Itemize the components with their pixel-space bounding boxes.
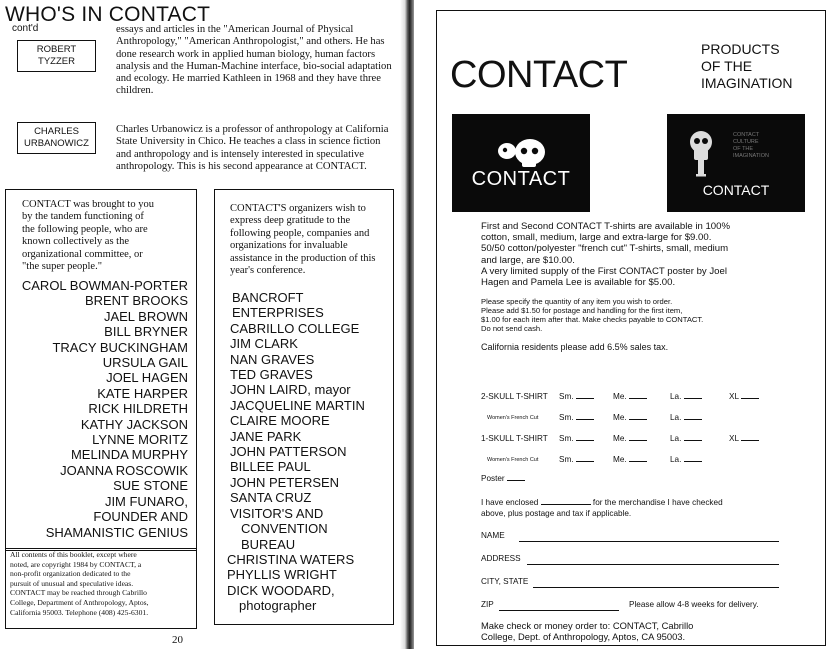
enclosed-label: I have enclosed bbox=[481, 498, 539, 507]
copyright-notice bbox=[5, 548, 197, 629]
intro-line: CONTACT was brought to you bbox=[22, 199, 154, 210]
desc-line: 50/50 cotton/polyester "french cut" T-shirts, small, medium bbox=[481, 243, 729, 255]
order-row bbox=[481, 434, 821, 455]
payment-footer bbox=[481, 620, 693, 642]
page-number: 20 bbox=[172, 634, 183, 646]
thanks-entry: JACQUELINE MARTIN bbox=[230, 397, 365, 413]
intro-line: CONTACT'S organizers wish to bbox=[230, 203, 366, 214]
committee-member: BILL BRYNER bbox=[104, 324, 188, 340]
copyright-line: noted, are copyright 1984 by CONTACT, a bbox=[10, 559, 142, 569]
page-subtitle: cont'd bbox=[12, 23, 39, 34]
thanks-entry: TED GRAVES bbox=[230, 367, 313, 383]
shirt-label: CONTACT bbox=[702, 182, 770, 198]
bio-line: and anthropology and is intensely interested in speculative bbox=[116, 148, 365, 160]
thanks-list bbox=[227, 290, 391, 614]
committee-member: MELINDA MURPHY bbox=[70, 447, 188, 463]
footer-line: Make check or money order to: CONTACT, Cabrillo bbox=[481, 620, 694, 631]
one-skull-shirt-image bbox=[667, 114, 805, 212]
thanks-entry: CHRISTINA WATERS bbox=[227, 551, 355, 567]
thanks-entry: CLAIRE MOORE bbox=[230, 413, 330, 429]
size-field[interactable]: XL bbox=[729, 392, 759, 401]
enclosed-line: above, plus postage and tax if applicable. bbox=[481, 509, 632, 518]
thanks-entry: CONVENTION bbox=[241, 521, 328, 537]
two-skull-graphic bbox=[452, 114, 590, 212]
city-state-field[interactable] bbox=[481, 577, 811, 586]
copyright-line: non-profit organization dedicated to the bbox=[10, 569, 131, 579]
tagline-line: IMAGINATION bbox=[701, 75, 793, 91]
address-label: ADDRESS bbox=[481, 554, 521, 563]
intro-line: organizations for invaluable bbox=[230, 240, 348, 252]
committee-member: SHAMANISTIC GENIUS bbox=[45, 524, 188, 540]
copyright-line: California 95003. Telephone (408) 425-6301. bbox=[10, 607, 149, 617]
item-label: Women's French Cut bbox=[487, 415, 539, 421]
thanks-entry: JANE PARK bbox=[230, 428, 302, 444]
delivery-note: Please allow 4-8 weeks for delivery. bbox=[629, 600, 759, 609]
amount-field[interactable] bbox=[541, 504, 591, 505]
ordering-instructions bbox=[481, 297, 821, 333]
intro-line: the following people, who are bbox=[22, 223, 148, 235]
bio-line: anthropology. This is his second appearance at CONTACT. bbox=[116, 160, 367, 172]
two-skull-shirt-image bbox=[452, 114, 590, 212]
fine-line: OF THE bbox=[733, 146, 754, 152]
bio-line: essays and articles in the "American Journal of Physical bbox=[116, 24, 354, 35]
bio-line: State University in Chico. He teaches a class in science fiction bbox=[116, 136, 381, 148]
thanks-entry: CABRILLO COLLEGE bbox=[230, 320, 360, 336]
copyright-line: pursuit of unusual and speculative ideas. bbox=[10, 578, 134, 588]
zip-field[interactable] bbox=[481, 600, 811, 609]
copyright-line: College, Department of Anthropology, Aptos, bbox=[10, 597, 149, 607]
product-description bbox=[481, 221, 821, 288]
committee-member: LYNNE MORITZ bbox=[92, 432, 188, 448]
footer-line: College, Dept. of Anthropology, Aptos, CA 95003. bbox=[481, 631, 686, 642]
thanks-entry: JOHN LAIRD, mayor bbox=[230, 382, 351, 398]
thanks-entry: VISITOR'S AND bbox=[230, 505, 324, 521]
intro-line: by the tandem functioning of bbox=[22, 211, 144, 223]
name-line: CHARLES bbox=[34, 126, 79, 137]
committee-member: BRENT BROOKS bbox=[84, 293, 188, 309]
committee-member: SUE STONE bbox=[113, 478, 188, 494]
zip-label: ZIP bbox=[481, 600, 494, 609]
committee-member: JIM FUNARO, bbox=[104, 493, 188, 509]
fine-line: CULTURE bbox=[733, 139, 759, 145]
size-field[interactable]: Me. bbox=[613, 455, 647, 464]
committee-member: CAROL BOWMAN-PORTER bbox=[21, 278, 188, 293]
committee-member: JOEL HAGEN bbox=[106, 370, 188, 386]
order-table bbox=[481, 392, 821, 476]
sales-tax-note: California residents please add 6.5% sales tax. bbox=[481, 342, 669, 352]
thanks-entry: PHYLLIS WRIGHT bbox=[227, 567, 337, 583]
copyright-line: All contents of this booklet, except where bbox=[10, 550, 137, 559]
name-box-tyzzer bbox=[17, 40, 96, 72]
committee-intro bbox=[22, 199, 192, 273]
bio-urbanowicz bbox=[116, 124, 410, 173]
name-line: URBANOWICZ bbox=[24, 138, 89, 149]
committee-member: URSULA GAIL bbox=[102, 355, 188, 371]
committee-member: TRACY BUCKINGHAM bbox=[52, 339, 188, 355]
committee-member: KATE HARPER bbox=[97, 385, 188, 401]
size-field[interactable]: La. bbox=[670, 392, 702, 401]
size-field[interactable]: Me. bbox=[613, 392, 647, 401]
instruction-line: Please add $1.50 for postage and handling for the first item, bbox=[481, 306, 683, 315]
thanks-entry: BUREAU bbox=[241, 536, 296, 552]
desc-line: A very limited supply of the First CONTACT poster by Joel bbox=[481, 265, 727, 277]
desc-line: First and Second CONTACT T-shirts are available in 100% bbox=[481, 221, 731, 232]
committee-member: KATHY JACKSON bbox=[80, 416, 188, 432]
desc-line: cotton, small, medium, large and extra-large for $9.00. bbox=[481, 232, 712, 244]
intro-line: organizational committee, or bbox=[22, 248, 143, 260]
fine-line: IMAGINATION bbox=[733, 153, 769, 159]
committee-list bbox=[10, 278, 188, 540]
item-label: 2-SKULL T-SHIRT bbox=[481, 392, 548, 401]
thanks-entry: JOHN PETERSEN bbox=[230, 474, 340, 490]
page-gutter bbox=[400, 0, 414, 649]
bio-line: and ecology. He married Kathleen in 1968 and they have three bbox=[116, 73, 381, 85]
poster-field[interactable] bbox=[481, 474, 525, 483]
size-field[interactable]: Sm. bbox=[559, 434, 594, 443]
desc-line: Hagen and Pamela Lee is available for $5.00. bbox=[481, 277, 676, 289]
thanks-entry: JIM CLARK bbox=[230, 336, 298, 352]
size-field[interactable]: XL bbox=[729, 434, 759, 443]
thanks-entry: NAN GRAVES bbox=[230, 351, 315, 367]
name-label: NAME bbox=[481, 531, 505, 540]
city-label: CITY, STATE bbox=[481, 577, 529, 586]
bio-tyzzer bbox=[116, 24, 410, 98]
shirt-label: CONTACT bbox=[471, 168, 571, 190]
enclosed-statement bbox=[481, 497, 821, 519]
item-label: Women's French Cut bbox=[487, 457, 539, 463]
instruction-line: $1.00 for each item after that. Make checks payable to CONTACT. bbox=[481, 315, 704, 324]
bio-line: done research work in applied human biology, human factors bbox=[116, 48, 376, 60]
size-field[interactable]: Sm. bbox=[559, 455, 594, 464]
bio-line: Charles Urbanowicz is a professor of anthropology at California bbox=[116, 124, 389, 135]
address-field[interactable] bbox=[481, 554, 811, 563]
bio-line: children. bbox=[116, 85, 154, 97]
thanks-entry: BANCROFT ENTERPRISES bbox=[232, 290, 324, 321]
contact-logo: CONTACT bbox=[450, 54, 628, 96]
intro-line: assistance in the production of this bbox=[230, 252, 376, 264]
name-line: TYZZER bbox=[38, 56, 75, 67]
thanks-box bbox=[214, 189, 394, 625]
intro-line: express deep gratitude to the bbox=[230, 215, 351, 227]
enclosed-label: for the merchandise I have checked bbox=[592, 498, 723, 507]
intro-line: "the super people." bbox=[22, 261, 103, 273]
size-field[interactable]: Sm. bbox=[559, 413, 594, 422]
item-label: 1-SKULL T-SHIRT bbox=[481, 434, 548, 443]
left-page bbox=[0, 0, 410, 649]
desc-line: and large, are $10.00. bbox=[481, 254, 575, 266]
copyright-line: CONTACT may be reached through Cabrillo bbox=[10, 588, 147, 598]
fine-line: CONTACT bbox=[733, 132, 760, 138]
size-field[interactable]: La. bbox=[670, 413, 702, 422]
bio-line: analysis and the Human-Machine interface, bio-social adaptation bbox=[116, 60, 392, 72]
order-row bbox=[481, 455, 821, 476]
committee-member: FOUNDER AND bbox=[93, 509, 188, 525]
size-field[interactable]: Me. bbox=[613, 434, 647, 443]
instruction-line: Please specify the quantity of any item you wish to order. bbox=[481, 297, 673, 306]
intro-line: year's conference. bbox=[230, 265, 306, 277]
poster-label: Poster bbox=[481, 474, 505, 483]
thanks-entry: DICK WOODARD, bbox=[227, 582, 335, 598]
tagline-line: OF THE bbox=[701, 58, 753, 74]
name-line: ROBERT bbox=[36, 44, 77, 55]
name-field[interactable] bbox=[481, 531, 811, 540]
order-row bbox=[481, 413, 821, 434]
committee-member: JOANNA ROSCOWIK bbox=[60, 462, 188, 478]
size-field[interactable]: La. bbox=[670, 455, 702, 464]
size-field[interactable]: La. bbox=[670, 434, 702, 443]
size-field[interactable]: Me. bbox=[613, 413, 647, 422]
right-page bbox=[414, 0, 828, 649]
thanks-intro bbox=[230, 203, 392, 277]
intro-line: following people, companies and bbox=[230, 227, 370, 239]
tagline-line: PRODUCTS bbox=[701, 41, 780, 57]
intro-line: known collectively as the bbox=[22, 236, 130, 248]
bio-line: Anthropology," "American Anthropologist," and others. He has bbox=[116, 36, 385, 48]
tagline bbox=[701, 41, 793, 92]
thanks-entry: SANTA CRUZ bbox=[230, 490, 312, 506]
shirt-fine-print bbox=[733, 132, 769, 160]
page-title: WHO'S IN CONTACT bbox=[5, 3, 211, 26]
committee-member: JAEL BROWN bbox=[103, 308, 188, 324]
thanks-entry: JOHN PATTERSON bbox=[230, 444, 347, 460]
committee-box bbox=[5, 189, 197, 551]
instruction-line: Do not send cash. bbox=[481, 324, 543, 333]
committee-member: RICK HILDRETH bbox=[88, 401, 188, 417]
thanks-entry: BILLEE PAUL bbox=[230, 459, 311, 475]
order-row bbox=[481, 392, 821, 413]
name-box-urbanowicz bbox=[17, 122, 96, 154]
thanks-entry: photographer bbox=[239, 598, 317, 614]
size-field[interactable]: Sm. bbox=[559, 392, 594, 401]
